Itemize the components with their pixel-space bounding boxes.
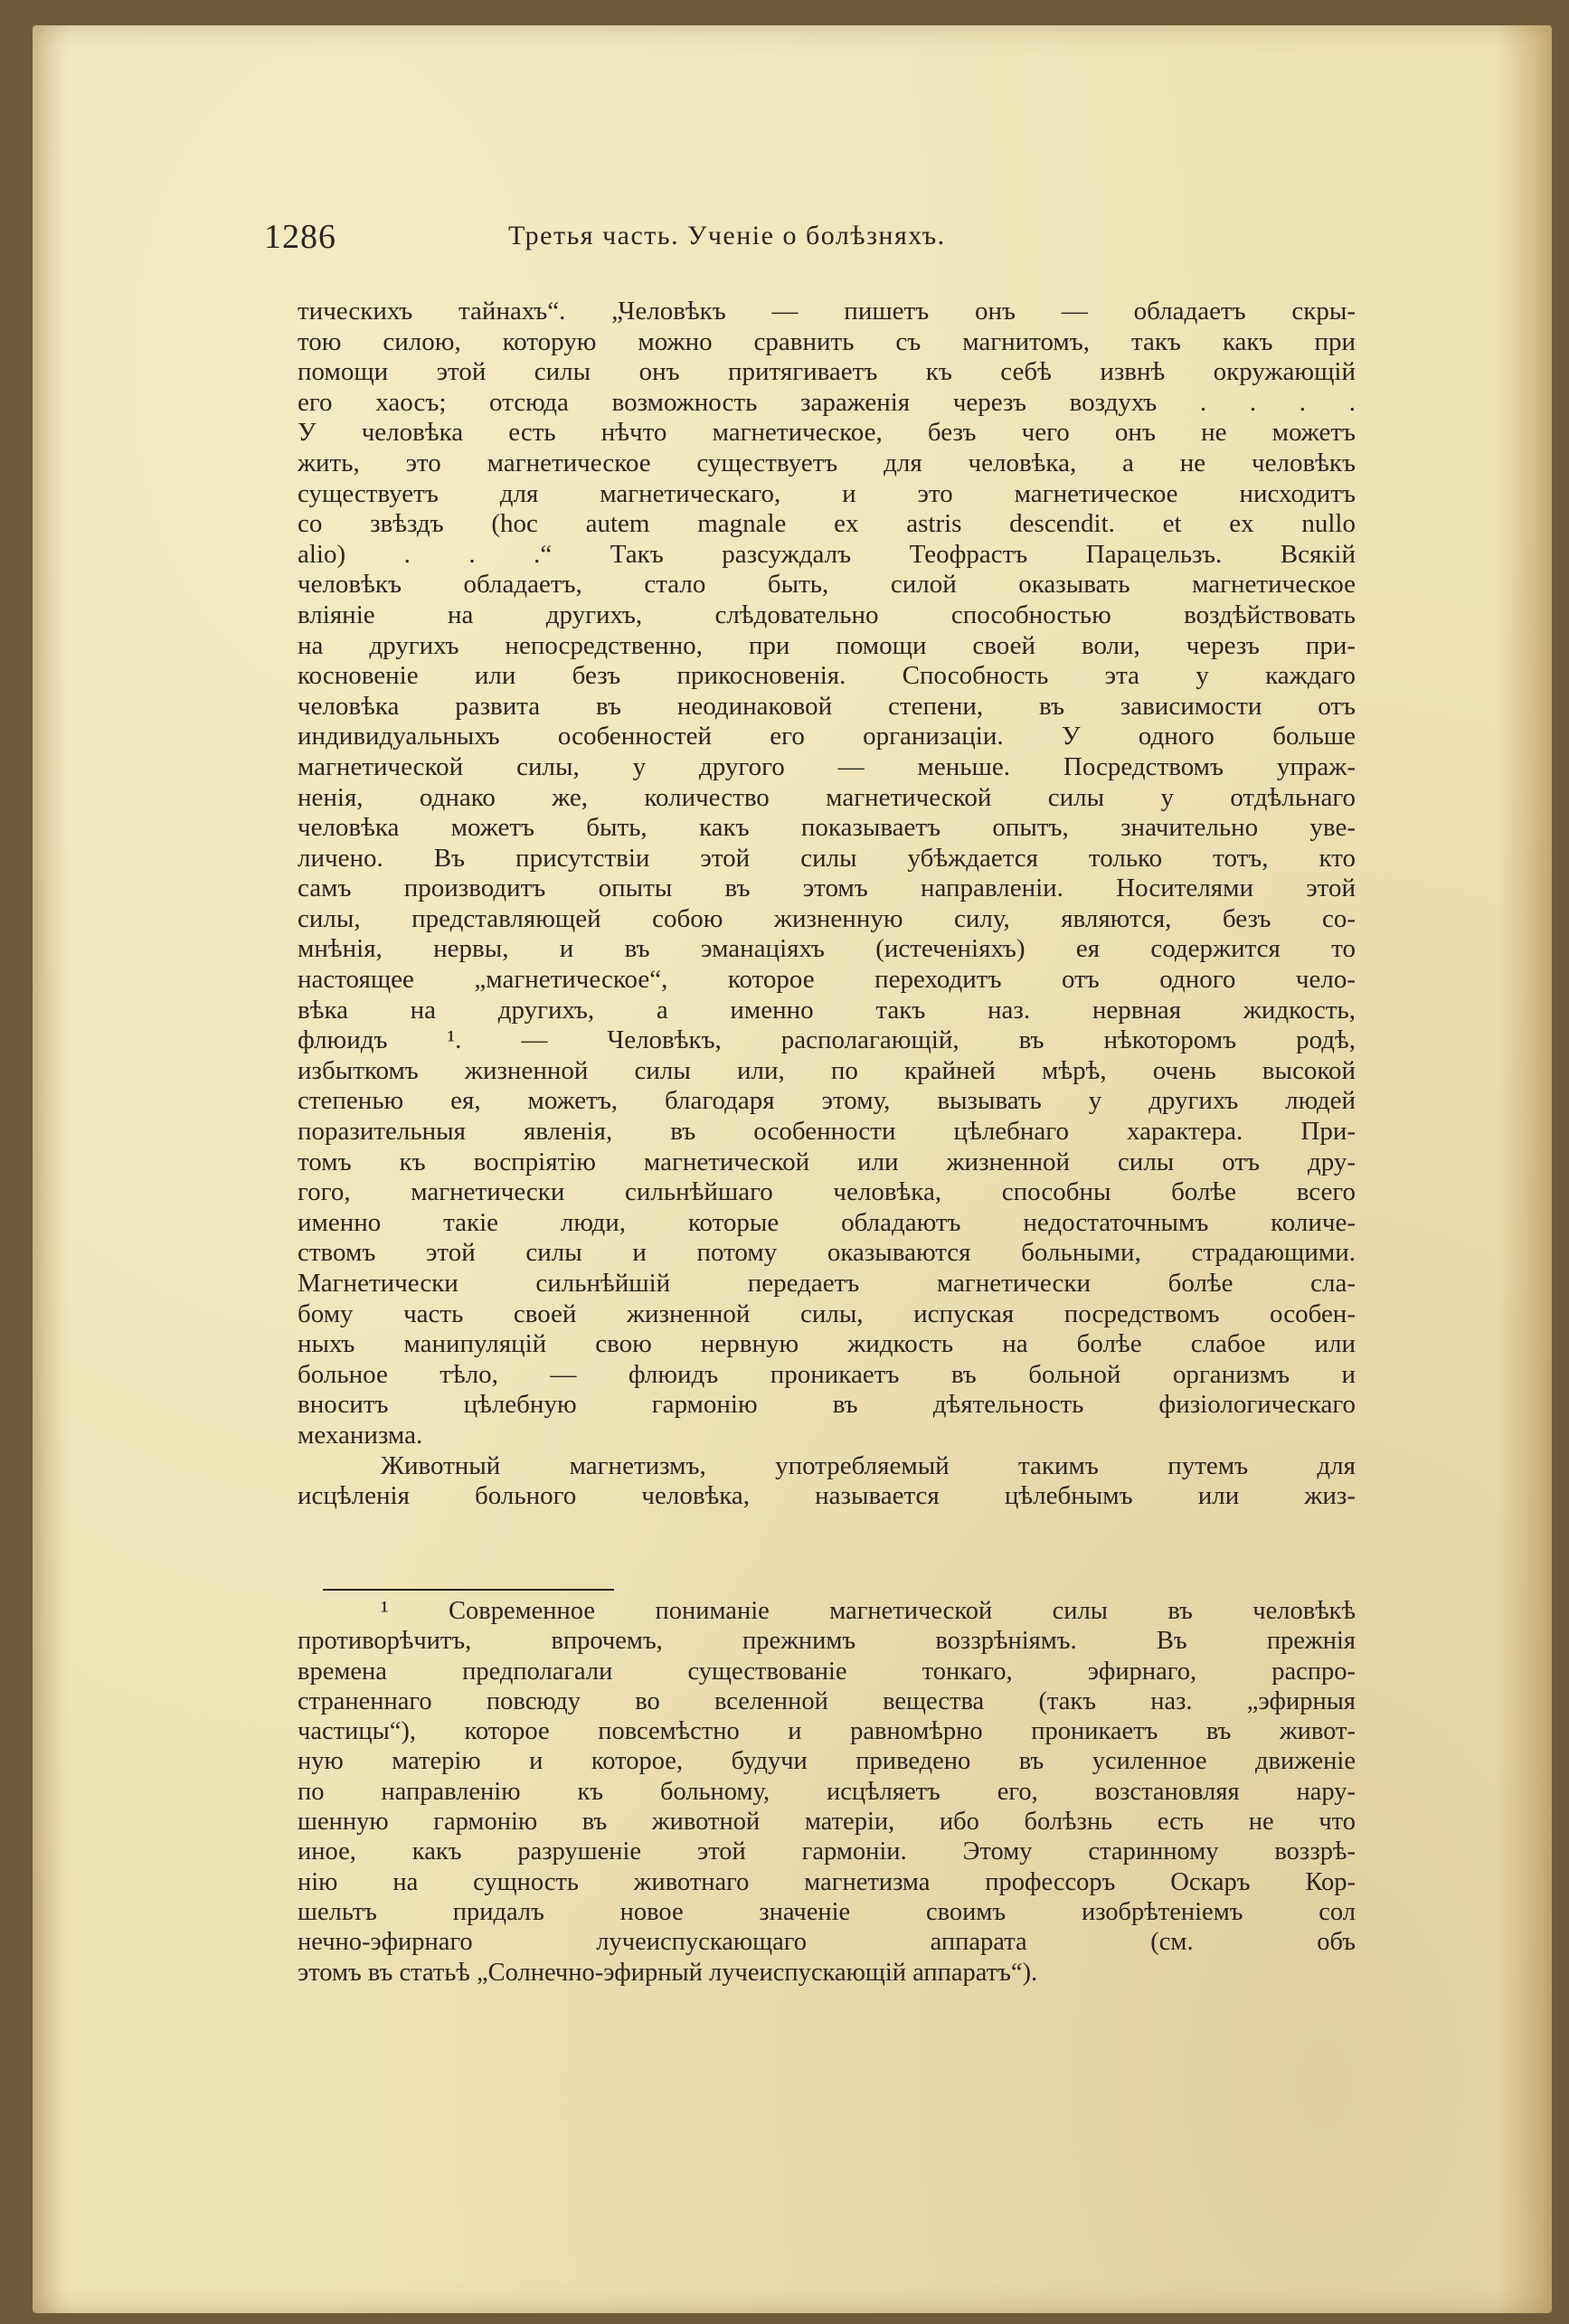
footnote xyxy=(298,1596,1356,1988)
text-line: самъ производитъ опыты въ этомъ направленіи. Носителями этой xyxy=(298,874,1356,903)
main-text xyxy=(298,297,1356,1512)
text-line: на другихъ непосредственно, при помощи своей воли, черезъ при- xyxy=(298,630,1356,660)
text-line: человѣка можетъ быть, какъ показываетъ опытъ, значительно уве- xyxy=(298,813,1356,843)
footnote-line: нечно-эфирнаго лучеиспускающаго аппарата (см. объ xyxy=(298,1928,1356,1957)
text-line: больное тѣло, — флюидъ проникаетъ въ больной организмъ и xyxy=(298,1359,1356,1389)
footnote-line: иное, какъ разрушеніе этой гармоніи. Этому старинному воззрѣ- xyxy=(298,1837,1356,1866)
page-edge-stain xyxy=(1498,25,1552,2313)
text-line: гого, магнетически сильнѣйшаго человѣка, способны болѣе всего xyxy=(298,1177,1356,1207)
text-line: флюидъ ¹. — Человѣкъ, располагающій, въ нѣкоторомъ родѣ, xyxy=(298,1025,1356,1055)
footnote-line: ную матерію и которое, будучи приведено въ усиленное движеніе xyxy=(298,1747,1356,1776)
footnote-line: противорѣчитъ, впрочемъ, прежнимъ воззрѣніямъ. Въ прежнія xyxy=(298,1627,1356,1656)
text-line: механизма. xyxy=(298,1420,423,1450)
footnote-line: частицы“), которое повсемѣстно и равномѣрно проникаетъ въ живот- xyxy=(298,1717,1356,1746)
text-line: поразительныя явленія, въ особенности цѣлебнаго характера. При- xyxy=(298,1117,1356,1147)
text-line: человѣка развита въ неодинаковой степени, въ зависимости отъ xyxy=(298,691,1356,721)
text-line: тическихъ тайнахъ“. „Человѣкъ — пишетъ онъ — обладаетъ скры- xyxy=(298,297,1356,326)
footnote-line: этомъ въ статьѣ „Солнечно-эфирный лучеиспускающій аппаратъ“). xyxy=(298,1958,1038,1987)
text-line: томъ къ воспріятію магнетической или жизненной силы отъ дру- xyxy=(298,1147,1356,1176)
text-line: вѣка на другихъ, а именно такъ наз. нервная жидкость, xyxy=(298,995,1356,1025)
text-line: личено. Въ присутствіи этой силы убѣждается только тотъ, кто xyxy=(298,843,1356,873)
text-line: Животный магнетизмъ, употребляемый такимъ путемъ для xyxy=(381,1450,1356,1480)
text-line: ныхъ манипуляцій свою нервную жидкость на болѣе слабое или xyxy=(298,1329,1356,1359)
text-line: со звѣздъ (hoc autem magnale ex astris descendit. et ex nullo xyxy=(298,509,1356,539)
text-line: косновеніе или безъ прикосновенія. Способность эта у каждаго xyxy=(298,661,1356,691)
footnote-line: страненнаго повсюду во вселенной вещества (такъ наз. „эфирныя xyxy=(298,1686,1356,1715)
text-line: именно такіе люди, которые обладаютъ недостаточнымъ количе- xyxy=(298,1207,1356,1237)
text-line: бому часть своей жизненной силы, испуская посредствомъ особен- xyxy=(298,1299,1356,1328)
text-line: силы, представляющей собою жизненную силу, являются, безъ со- xyxy=(298,903,1356,933)
text-line: тою силою, которую можно сравнить съ магнитомъ, такъ какъ при xyxy=(298,326,1356,356)
text-line: существуетъ для магнетическаго, и это магнетическое нисходитъ xyxy=(298,478,1356,508)
text-line: его хаосъ; отсюда возможность зараженія черезъ воздухъ . . . . xyxy=(298,387,1356,417)
text-line: ствомъ этой силы и потому оказываются больными, страдающими. xyxy=(298,1238,1356,1268)
text-line: исцѣленія больного человѣка, называется цѣлебнымъ или жиз- xyxy=(298,1481,1356,1511)
text-line: магнетической силы, у другого — меньше. Посредствомъ упраж- xyxy=(298,751,1356,781)
text-line: ненія, однако же, количество магнетической силы у отдѣльнаго xyxy=(298,782,1356,812)
text-line: мнѣнія, нервы, и въ эманаціяхъ (истеченіяхъ) ея содержится то xyxy=(298,934,1356,964)
text-line: помощи этой силы онъ притягиваетъ къ себѣ извнѣ окружающій xyxy=(298,357,1356,387)
footnote-line: ¹ Современное пониманіе магнетической силы въ человѣкѣ xyxy=(381,1597,1356,1625)
text-line: жить, это магнетическое существуетъ для человѣка, а не человѣкъ xyxy=(298,448,1356,477)
chapter-title: Третья часть. Ученіе о болѣзняхъ. xyxy=(508,221,946,250)
text-line: alio) . . .“ Такъ разсуждалъ Теофрастъ Парацельзъ. Всякій xyxy=(298,539,1356,569)
footnote-line: шенную гармонію въ животной матеріи, ибо болѣзнь есть не что xyxy=(298,1808,1356,1837)
running-head xyxy=(264,217,1363,262)
footnote-line: нію на сущность животнаго магнетизма профессоръ Оскаръ Кор- xyxy=(298,1867,1356,1896)
text-line: настоящее „магнетическое“, которое переходитъ отъ одного чело- xyxy=(298,965,1356,995)
footnote-line: времена предполагали существованіе тонкаго, эфирнаго, распро- xyxy=(298,1657,1356,1686)
text-line: вноситъ цѣлебную гармонію въ дѣятельность физіологическаго xyxy=(298,1390,1356,1420)
footnote-line: по направленію къ больному, исцѣляетъ его, возстановляя нару- xyxy=(298,1777,1356,1806)
text-line: человѣкъ обладаетъ, стало быть, силой оказывать магнетическое xyxy=(298,570,1356,600)
text-line: избыткомъ жизненной силы или, по крайней мѣрѣ, очень высокой xyxy=(298,1055,1356,1085)
text-line: Магнетически сильнѣйшій передаетъ магнетически болѣе сла- xyxy=(298,1269,1356,1298)
footnote-line: шельтъ придалъ новое значеніе своимъ изобрѣтеніемъ сол xyxy=(298,1897,1356,1926)
text-line: вліяніе на другихъ, слѣдовательно способностью воздѣйствовать xyxy=(298,600,1356,629)
footnote-divider xyxy=(323,1589,614,1591)
page-number: 1286 xyxy=(264,218,336,256)
text-line: степенью ея, можетъ, благодаря этому, вызывать у другихъ людей xyxy=(298,1086,1356,1116)
text-line: У человѣка есть нѣчто магнетическое, безъ чего онъ не можетъ xyxy=(298,418,1356,448)
text-line: индивидуальныхъ особенностей его организаціи. У одного больше xyxy=(298,722,1356,751)
